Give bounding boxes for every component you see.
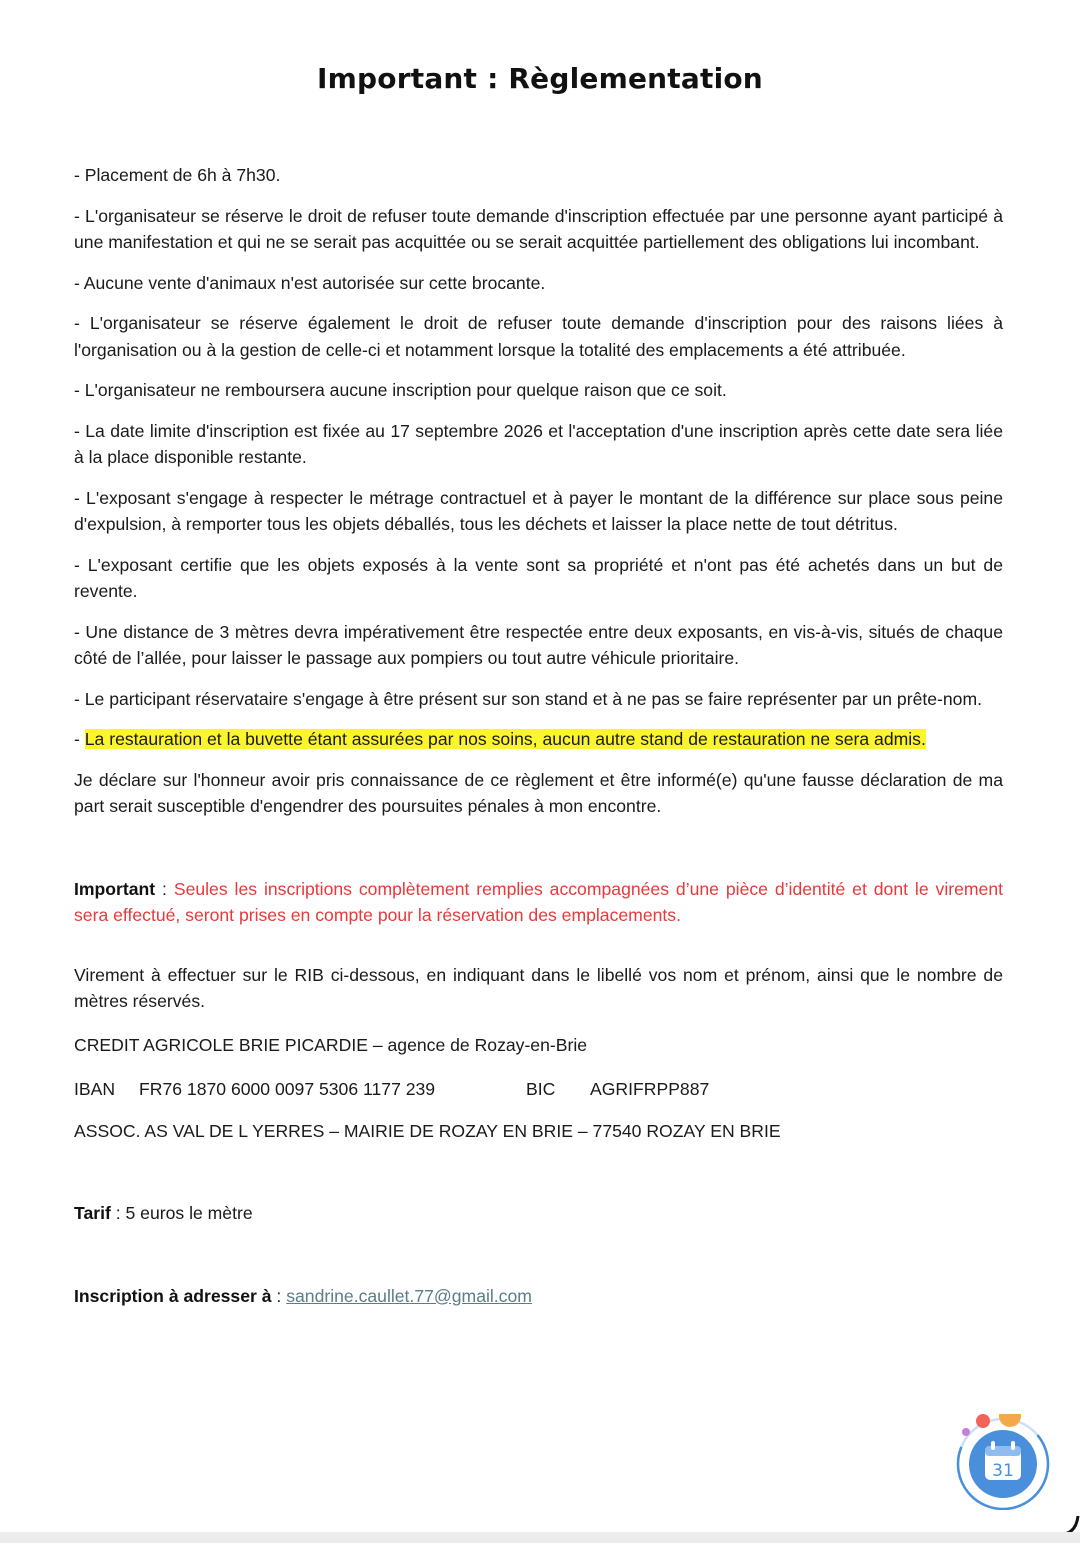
- iban-value: FR76 1870 6000 0097 5306 1177 239: [139, 1079, 436, 1100]
- rule-presence: - Le participant réservataire s'engage à être présent sur son stand et à ne pas se faire représenter par un prête-nom.: [74, 688, 982, 709]
- document-title: Important : Règlementation: [317, 62, 763, 95]
- important-notice: [74, 876, 1003, 929]
- rule-placement: - Placement de 6h à 7h30.: [74, 165, 281, 185]
- highlighted-text: La restauration et la buvette étant assurées par nos soins, aucun autre stand de restauration ne sera admis.: [84, 729, 926, 749]
- virement-text: Virement à effectuer sur le RIB ci-dessous, en indiquant dans le libellé vos nom et prénom, ainsi que le nombre de mètres réservés.: [74, 964, 1003, 1011]
- calendar-day: 31: [992, 1461, 1014, 1481]
- important-label: Important: [74, 878, 156, 899]
- account-holder: ASSOC. AS VAL DE L YERRES – MAIRIE DE ROZAY EN BRIE – 77540 ROZAY EN BRIE: [74, 1120, 781, 1141]
- tarif-label: Tarif: [74, 1203, 111, 1224]
- corner-curl-icon: [1062, 1512, 1080, 1532]
- important-separator: :: [155, 878, 174, 899]
- inscription-separator: :: [271, 1285, 287, 1306]
- calendar-icon: [955, 1414, 1051, 1510]
- declaration-text: Je déclare sur l'honneur avoir pris connaissance de ce règlement et être informé(e) qu'une fausse déclaration de ma part serait susceptible d'engendrer des poursuites pénales à mon encontre.: [74, 769, 1003, 816]
- email-link[interactable]: sandrine.caullet.77@gmail.com: [286, 1285, 532, 1306]
- rule-restauration-prefix: -: [74, 729, 85, 749]
- rule-refus-organisation: - L'organisateur se réserve également le droit de refuser toute demande d'inscription pour des raisons liées à l'organisation ou à la gestion de celle-ci et notamment lorsque la totalité des emplacements a été attribuée.: [74, 313, 1003, 360]
- bic-label: BIC: [526, 1079, 556, 1100]
- tarif-value: 5 euros le mètre: [125, 1203, 253, 1224]
- inscription-label: Inscription à adresser à: [74, 1285, 272, 1306]
- rule-animaux: - Aucune vente d'animaux n'est autorisée sur cette brocante.: [74, 272, 546, 293]
- rule-remboursement: - L'organisateur ne remboursera aucune inscription pour quelque raison que ce soit.: [74, 380, 727, 400]
- tarif-line: [74, 1200, 1003, 1227]
- document-body: [74, 162, 1003, 1327]
- rule-metrage: - L'exposant s'engage à respecter le métrage contractuel et à payer le montant de la différence sur place sous peine d'expulsion, à remporter tous les objets déballés, tous les déchets et laisser la place nette de tout détritus.: [74, 487, 1003, 534]
- important-text: Seules les inscriptions complètement remplies accompagnées d’une pièce d’identité et dont le virement sera effectué, seront prises en compte pour la réservation des emplacements.: [74, 878, 1003, 925]
- bank-name: CREDIT AGRICOLE BRIE PICARDIE – agence de Rozay-en-Brie: [74, 1035, 588, 1056]
- iban-label: IBAN: [74, 1079, 116, 1100]
- inscription-line: [74, 1283, 1003, 1310]
- tarif-separator: :: [110, 1203, 126, 1224]
- rule-distance: - Une distance de 3 mètres devra impérativement être respectée entre deux exposants, en vis-à-vis, situés de chaque côté de l’allée, pour laisser le passage aux pompiers ou tout autre véhicule prioritaire.: [74, 621, 1003, 668]
- bank-details: [74, 1076, 1003, 1103]
- rule-refus-inscription: - L'organisateur se réserve le droit de refuser toute demande d'inscription effectuée par une personne ayant participé à une manifestation et qui ne se serait pas acquittée ou se serait acquittée partiellement des obligations lui incombant.: [74, 205, 1003, 252]
- bic-value: AGRIFRPP887: [590, 1079, 710, 1100]
- rule-date-limite: - La date limite d'inscription est fixée au 17 septembre 2026 et l'acceptation d'une inscription après cette date sera liée à la place disponible restante.: [74, 420, 1003, 467]
- rule-propriete: - L'exposant certifie que les objets exposés à la vente sont sa propriété et n'ont pas été achetés dans un but de revente.: [74, 554, 1003, 601]
- calendar-widget[interactable]: [955, 1414, 1051, 1510]
- rule-restauration: [74, 726, 1003, 753]
